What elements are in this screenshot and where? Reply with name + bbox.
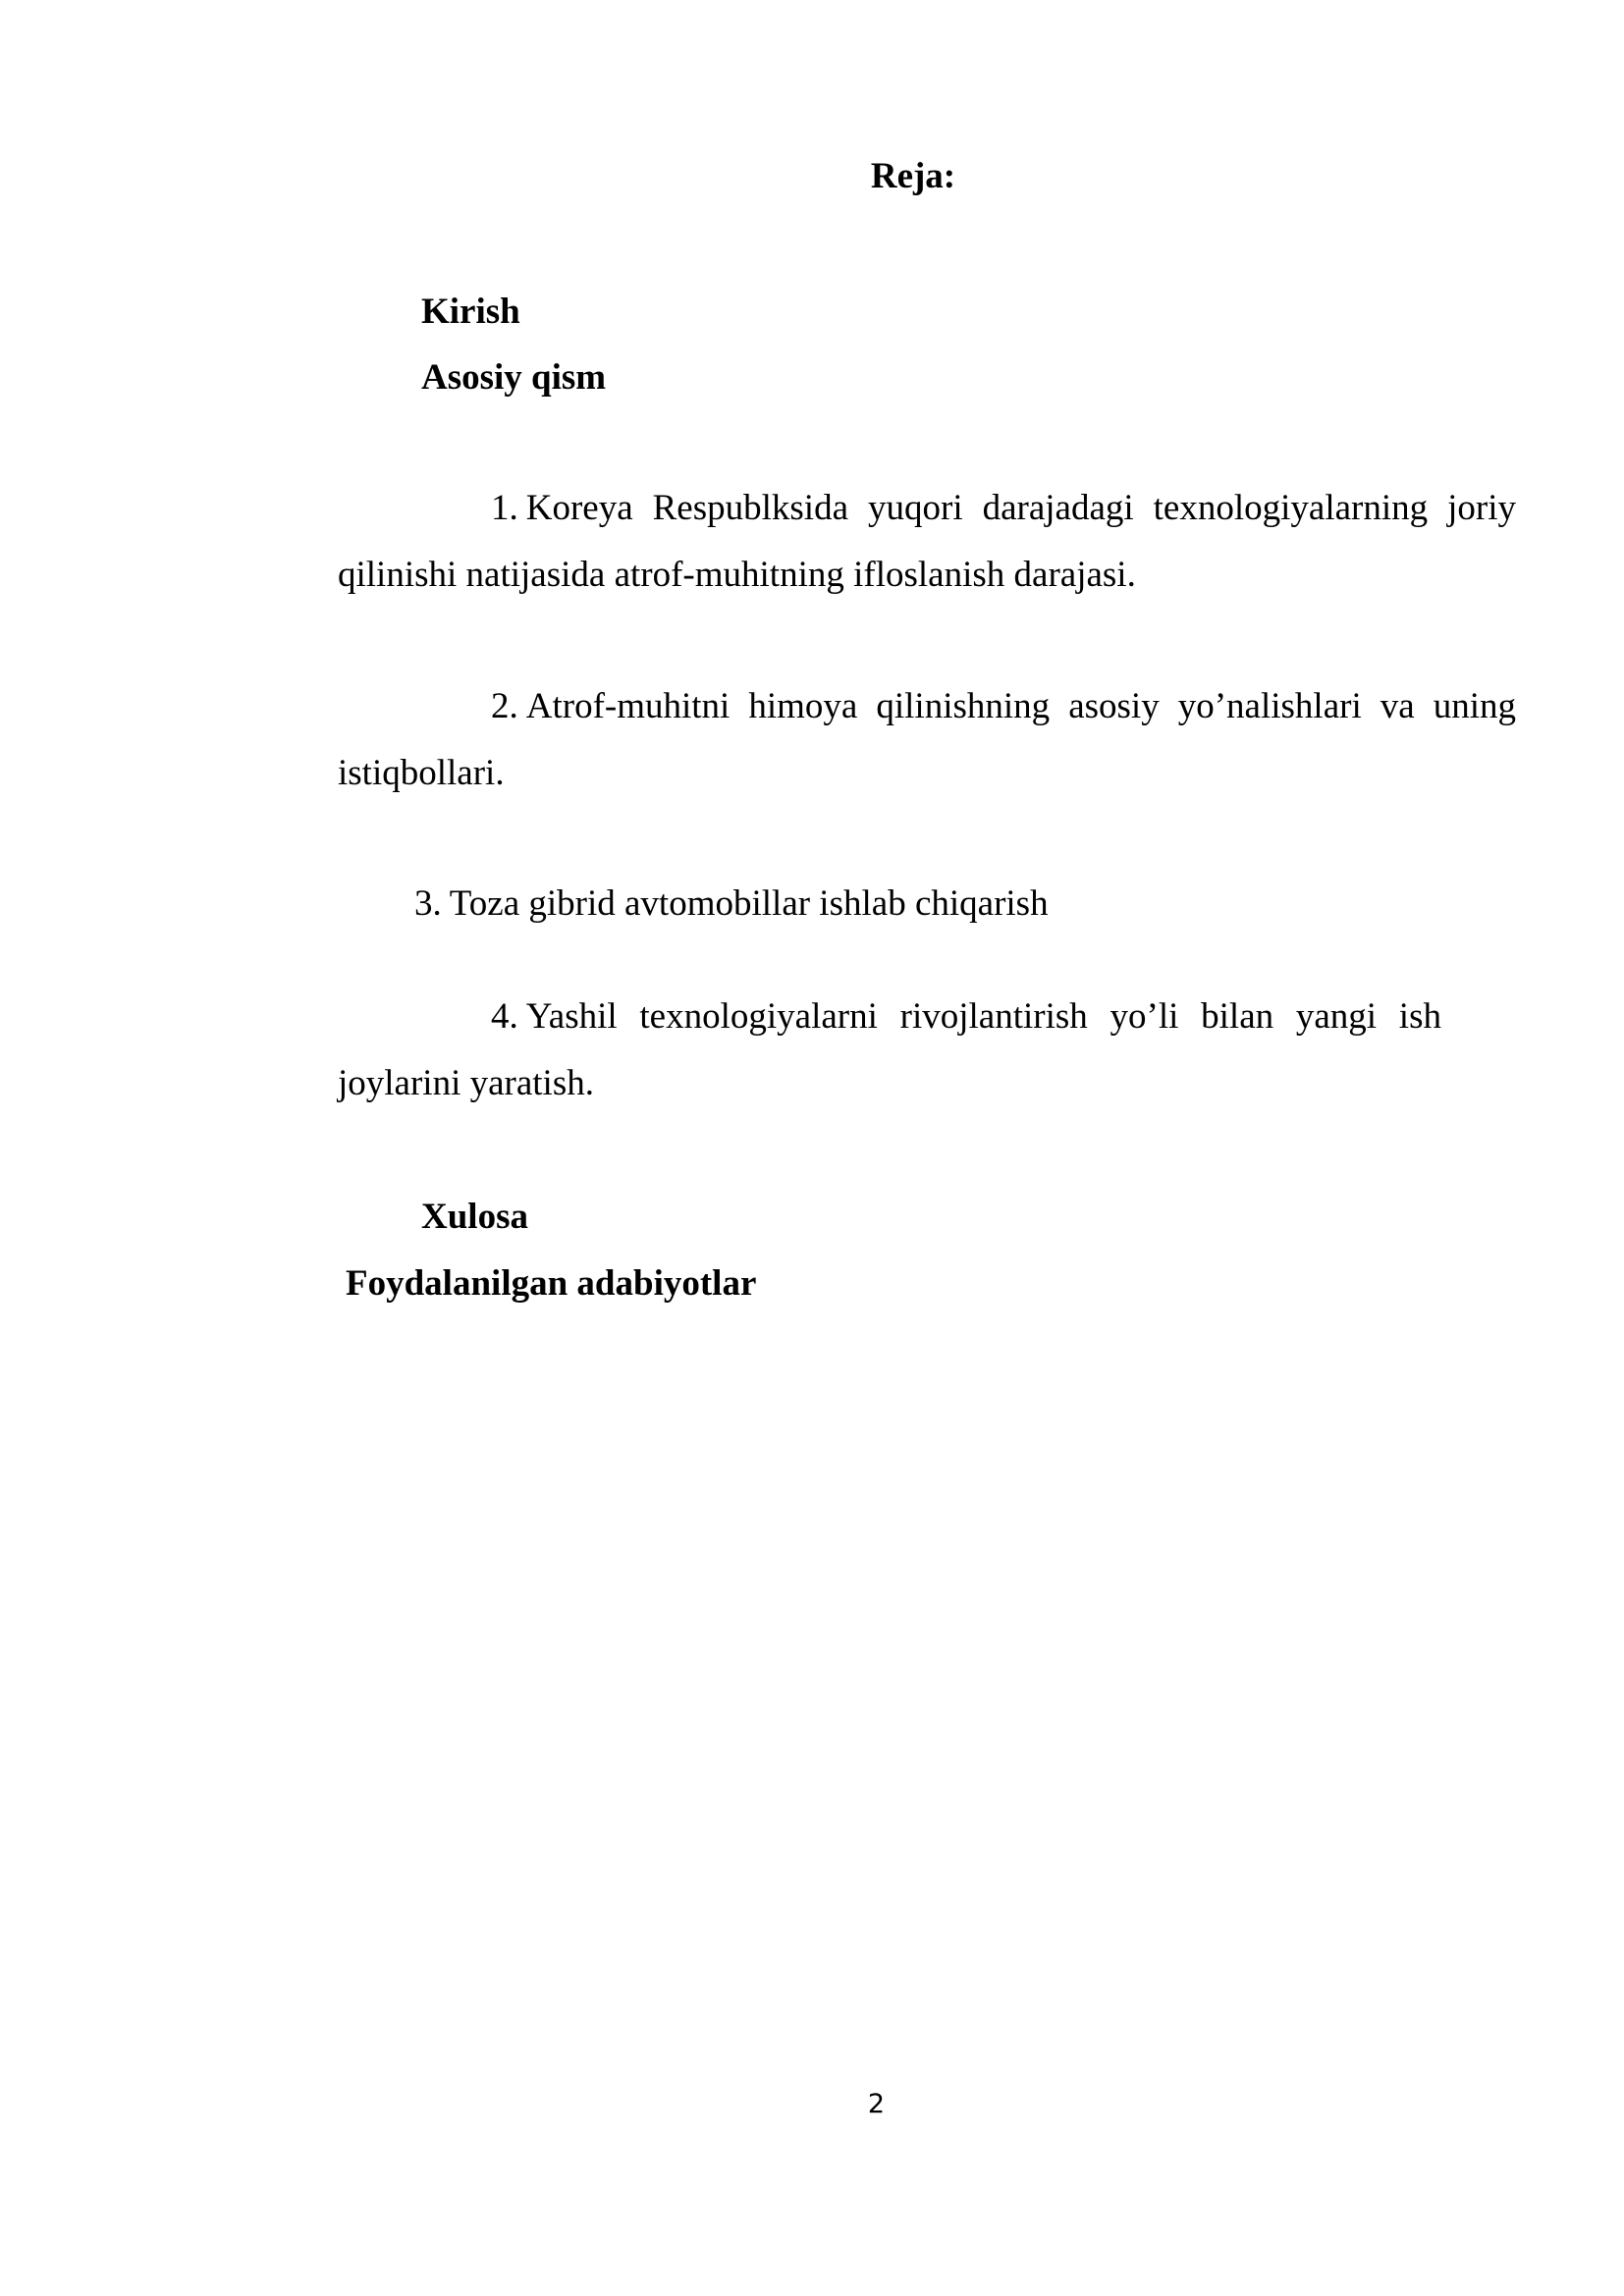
plan-item-1-number: 1. <box>491 488 518 528</box>
plan-item-2-number: 2. <box>491 686 518 726</box>
plan-item-2-text: Atrof-muhitni himoya qilinishning asosiy yo’nalishlari va uning istiqbollari. <box>338 686 1516 793</box>
plan-item-3-number: 3. <box>414 883 442 924</box>
conclusion-heading: Xulosa <box>421 1197 528 1237</box>
plan-item-3 <box>414 877 1049 932</box>
main-part-heading: Asosiy qism <box>421 357 607 398</box>
plan-item-2 <box>338 673 1516 807</box>
intro-heading: Kirish <box>421 292 520 332</box>
plan-item-1 <box>338 475 1516 609</box>
plan-item-4-number: 4. <box>491 996 518 1037</box>
page-number: 2 <box>867 2089 886 2119</box>
references-heading: Foydalanilgan adabiyotlar <box>346 1263 757 1304</box>
plan-item-4 <box>338 984 1441 1117</box>
page-title: Reja: <box>870 156 956 196</box>
plan-item-3-text: Toza gibrid avtomobillar ishlab chiqarish <box>449 883 1049 924</box>
plan-item-1-text: Koreya Respublksida yuqori darajadagi texnologiyalarning joriy qilinishi natijasida atrof-muhitning ifloslanish darajasi. <box>338 488 1516 595</box>
plan-item-4-text: Yashil texnologiyalarni rivojlantirish yo’li bilan yangi ish joylarini yaratish. <box>338 996 1441 1103</box>
